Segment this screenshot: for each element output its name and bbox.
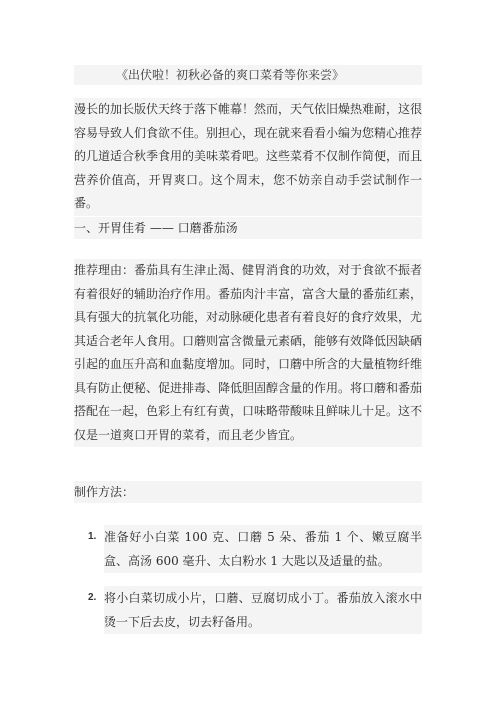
section-heading: 一、开胃佳肴 —— 口蘑番茄汤	[74, 217, 422, 239]
intro-paragraph: 漫长的加长版伏天终于落下帷幕！然而，天气依旧燥热难耐，这很容易导致人们食欲不佳。别担心，现在就来看看小编为您精心推荐的几道适合秋季食用的美味菜肴吧。这些菜肴不仅制作简便，而且营养价值高，开胃爽口。这个周末，您不妨亲自动手尝试制作一番。	[74, 98, 422, 216]
step-text: 准备好小白菜 100 克、口蘑 5 朵、番茄 1 个、嫩豆腐半盒、高汤 600 毫升、太白粉水 1 大匙以及适量的盐。	[104, 525, 422, 573]
document-title: 《出伏啦！初秋必备的爽口菜肴等你来尝》	[74, 65, 422, 85]
step-text: 将小白菜切成小片，口蘑、豆腐切成小丁。番茄放入滚水中烫一下后去皮，切去籽备用。	[104, 586, 422, 634]
steps-list	[88, 525, 422, 647]
method-label: 制作方法：	[74, 481, 422, 503]
step-number: 1.	[88, 531, 97, 542]
list-item	[88, 525, 422, 573]
step-number: 2.	[88, 592, 97, 603]
recommendation-paragraph: 推荐理由：番茄具有生津止渴、健胃消食的功效，对于食欲不振者有着很好的辅助治疗作用。番茄肉汁丰富，富含大量的番茄红素，具有强大的抗氧化功能，对动脉硬化患者有着良好的食疗效果，尤其适合老年人食用。口蘑则富含微量元素硒，能够有效降低因缺硒引起的血压升高和血黏度增加。同时，口蘑中所含的大量植物纤维具有防止便秘、促进排毒、降低胆固醇含量的作用。将口蘑和番茄搭配在一起，色彩上有红有黄，口味略带酸味且鲜味儿十足。这不仅是一道爽口开胃的菜肴，而且老少皆宜。	[74, 259, 422, 447]
list-item	[88, 586, 422, 634]
